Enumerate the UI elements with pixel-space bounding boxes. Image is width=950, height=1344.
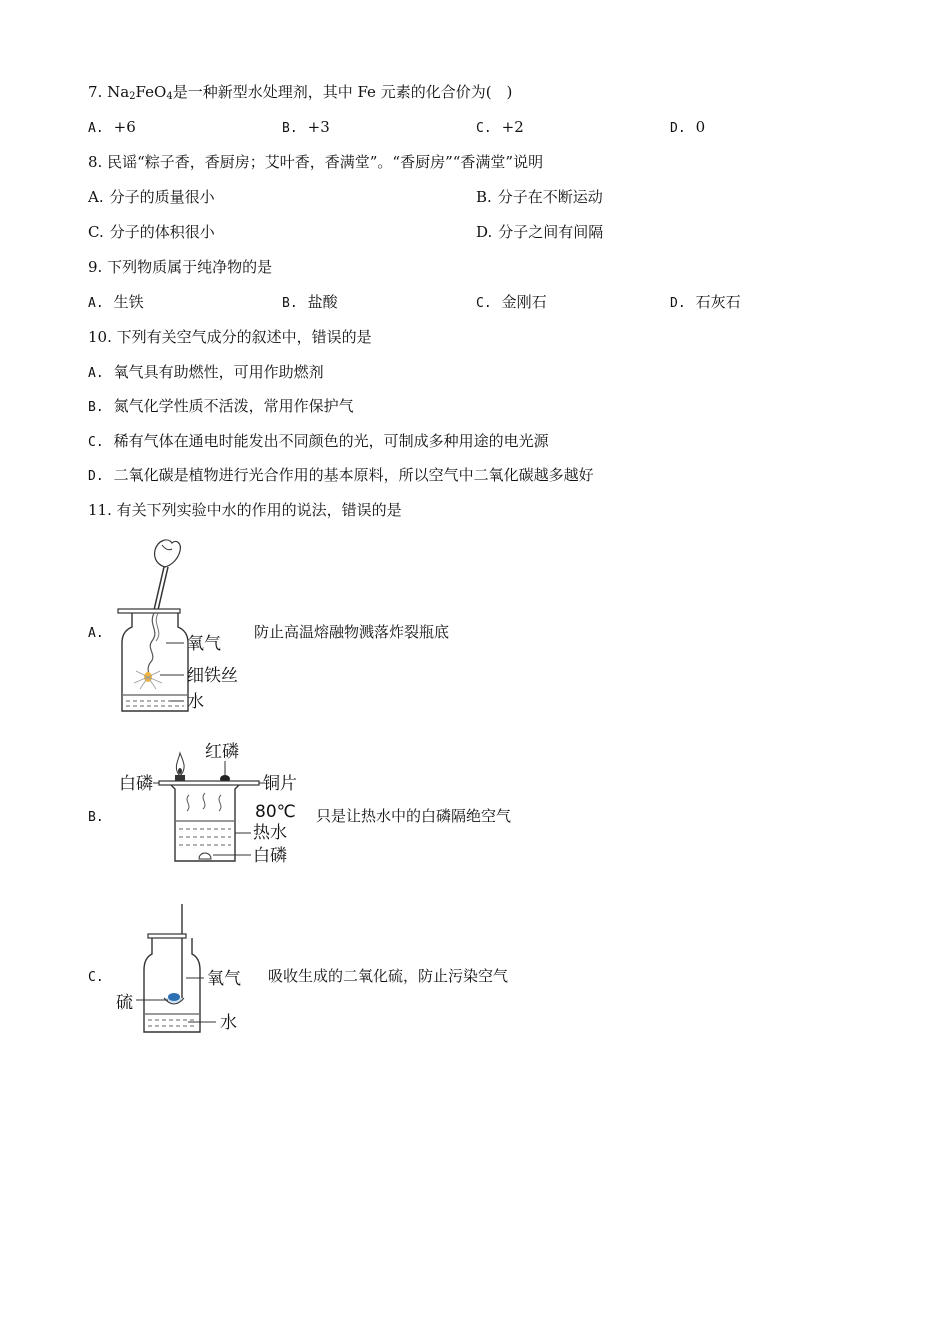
option-label: B.	[282, 121, 298, 136]
q11-stem: 11. 有关下列实验中水的作用的说法，错误的是	[88, 501, 402, 519]
q10-option-c[interactable]	[88, 431, 549, 453]
q9-stem: 9. 下列物质属于纯净物的是	[88, 258, 273, 276]
option-text: 分子之间有间隔	[498, 223, 604, 241]
option-text: 分子在不断运动	[497, 188, 603, 206]
option-label: C.	[476, 296, 492, 311]
iron-burning-figure	[110, 535, 250, 715]
option-text: +3	[307, 118, 330, 136]
label-hot-water: 热水	[253, 823, 287, 843]
q8-option-d[interactable]	[476, 222, 603, 242]
q11-option-b[interactable]	[88, 806, 114, 828]
option-text: 生铁	[113, 293, 144, 311]
option-label: B.	[282, 296, 298, 311]
label-red-phosphorus: 红磷	[205, 742, 239, 762]
formula-sub-4: 4	[166, 91, 173, 102]
formula-feo: FeO	[135, 83, 167, 101]
q10-stem: 10. 下列有关空气成分的叙述中，错误的是	[88, 328, 372, 346]
q8-option-b[interactable]	[476, 187, 603, 207]
option-label: D.	[670, 296, 686, 311]
option-label: C.	[88, 223, 104, 241]
q11-option-c-text: 吸收生成的二氧化硫，防止污染空气	[268, 967, 509, 985]
sulfur-burning-figure	[112, 900, 272, 1040]
label-iron-wire: 细铁丝	[187, 666, 238, 686]
option-label: B.	[88, 810, 104, 825]
formula-sub-2: 2	[129, 91, 136, 102]
option-label: D.	[88, 469, 104, 484]
label-copper: 铜片	[263, 774, 297, 794]
q11-option-c[interactable]	[88, 966, 114, 988]
option-label: A.	[88, 626, 104, 641]
formula-na: Na	[107, 83, 130, 101]
option-label: C.	[88, 435, 104, 450]
option-text: 稀有气体在通电时能发出不同颜色的光，可制成多种用途的电光源	[113, 432, 549, 450]
option-text: 二氧化碳是植物进行光合作用的基本原料，所以空气中二氧化碳越多越好	[113, 466, 594, 484]
q10-option-a[interactable]	[88, 362, 324, 384]
label-water: 水	[187, 692, 204, 712]
option-label: A.	[88, 366, 104, 381]
label-white-phosphorus-top: 白磷	[119, 774, 153, 794]
q10-option-d[interactable]	[88, 465, 594, 487]
label-oxygen: 氧气	[187, 634, 221, 654]
q7-option-a[interactable]	[88, 117, 136, 139]
option-text: 0	[695, 118, 706, 136]
q7-option-c[interactable]	[476, 117, 524, 139]
q9-option-c[interactable]	[476, 292, 547, 314]
q7-option-d[interactable]	[670, 117, 705, 139]
q7-option-b[interactable]	[282, 117, 330, 139]
option-text: 分子的体积很小	[109, 223, 215, 241]
label-water: 水	[220, 1013, 237, 1033]
q7-formula	[107, 83, 173, 101]
option-label: D.	[670, 121, 686, 136]
q9-option-d[interactable]	[670, 292, 741, 314]
option-label: D.	[476, 223, 493, 241]
option-text: 盐酸	[307, 293, 338, 311]
label-white-phosphorus-bottom: 白磷	[253, 846, 287, 866]
option-text: +2	[501, 118, 524, 136]
q11-option-a-text: 防止高温熔融物溅落炸裂瓶底	[254, 623, 450, 641]
option-text: +6	[113, 118, 136, 136]
option-label: A.	[88, 121, 104, 136]
q7-stem	[88, 82, 512, 107]
option-text: 分子的质量很小	[109, 188, 215, 206]
q11-option-b-text: 只是让热水中的白磷隔绝空气	[316, 807, 512, 825]
option-text: 石灰石	[695, 293, 741, 311]
option-label: C.	[88, 970, 104, 985]
q9-option-a[interactable]	[88, 292, 144, 314]
option-label: C.	[476, 121, 492, 136]
q8-option-a[interactable]	[88, 187, 215, 207]
option-label: A.	[88, 296, 104, 311]
q10-option-b[interactable]	[88, 396, 354, 418]
option-label: B.	[88, 400, 104, 415]
phosphorus-combustion-figure	[115, 737, 315, 867]
option-text: 氧气具有助燃性，可用作助燃剂	[113, 363, 324, 381]
label-oxygen: 氧气	[207, 969, 241, 989]
option-label: B.	[476, 188, 492, 206]
q8-stem: 8. 民谣“粽子香，香厨房；艾叶香，香满堂”。“香厨房”“香满堂”说明	[88, 153, 544, 171]
q7-text: 是一种新型水处理剂，其中 Fe 元素的化合价为( )	[172, 83, 513, 101]
option-text: 氮气化学性质不活泼，常用作保护气	[113, 397, 354, 415]
option-label: A.	[88, 188, 104, 206]
q9-option-b[interactable]	[282, 292, 338, 314]
q7-number: 7.	[88, 83, 103, 101]
label-sulfur: 硫	[116, 993, 133, 1013]
label-temp: 80℃	[255, 802, 296, 822]
option-text: 金刚石	[501, 293, 547, 311]
q8-option-c[interactable]	[88, 222, 215, 242]
